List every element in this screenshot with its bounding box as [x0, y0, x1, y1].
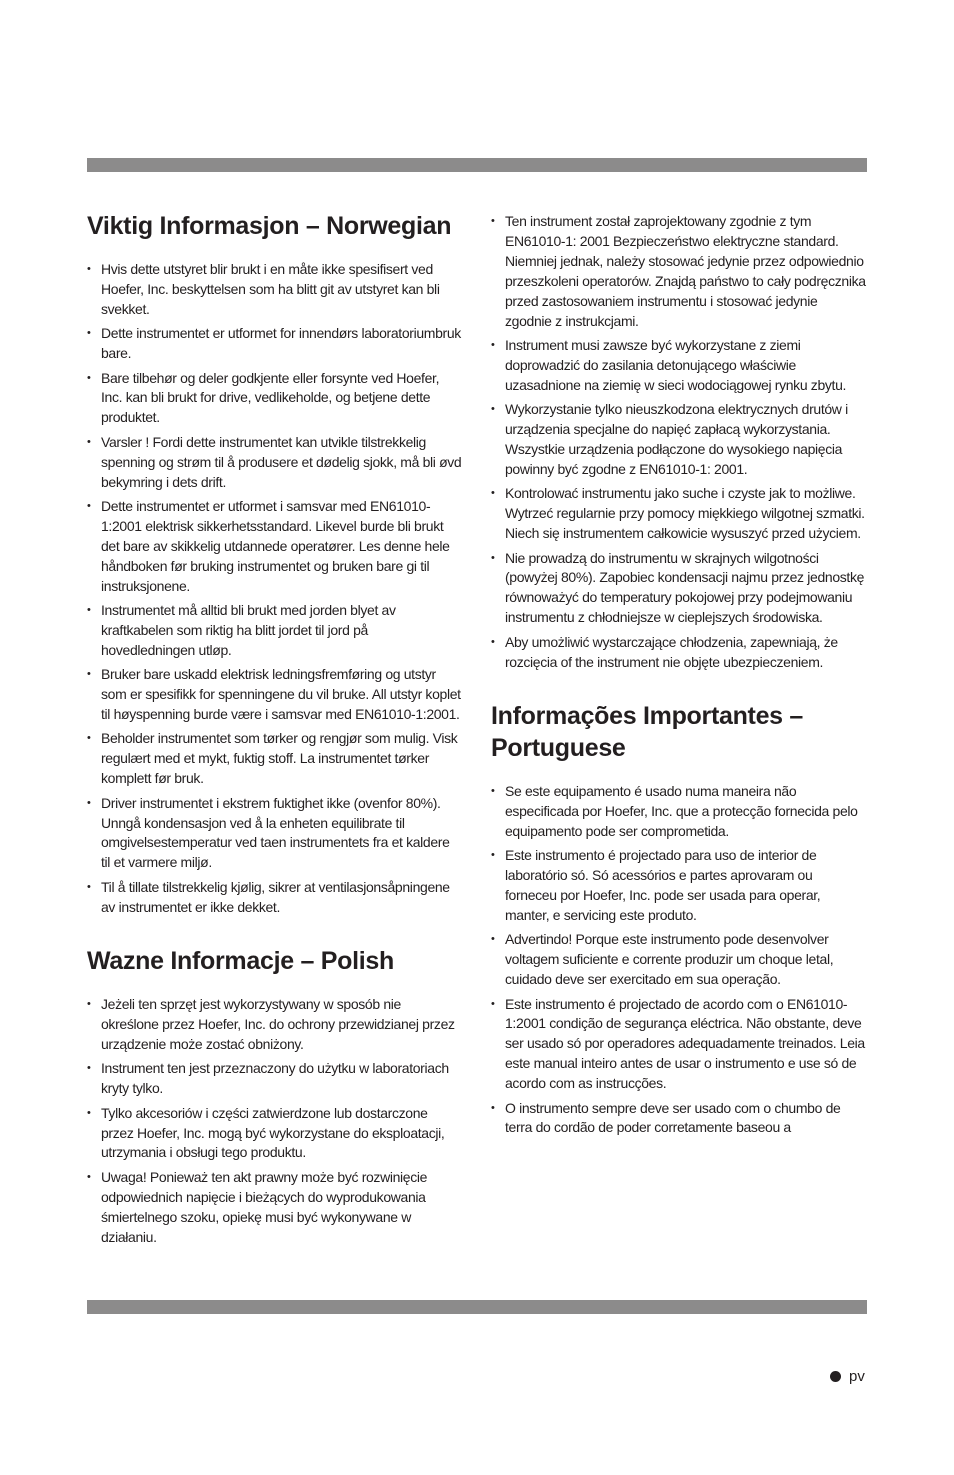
list-item: • Instrument ten jest przeznaczony do użytku w laboratoriach kryty tylko.: [87, 1059, 462, 1099]
list-item: • Bare tilbehør og deler godkjente eller forsynte ved Hoefer, Inc. kan bli brukt for drive, vedlikeholde, og betjene dette produktet.: [87, 369, 462, 429]
list-item: • Jeżeli ten sprzęt jest wykorzystywany w sposób nie określone przez Hoefer, Inc. do ochrony przewidzianej przez urządzenie może zostać obniżony.: [87, 995, 462, 1055]
list-item: • Bruker bare uskadd elektrisk ledningsfremføring og utstyr som er spesifikk for spenningene du vil bruke. All utstyr koplet til høyspenning burde være i samsvar med EN61010-1:2001.: [87, 665, 462, 725]
list-item: • Dette instrumentet er utformet for innendørs laboratoriumbruk bare.: [87, 324, 462, 364]
list-item: • Tylko akcesoriów i części zatwierdzone lub dostarczone przez Hoefer, Inc. mogą być wykorzystane do eksploatacji, utrzymania i obsługi tego produktu.: [87, 1104, 462, 1164]
polish-list-continued: [491, 212, 867, 672]
polish-heading: Wazne Informacje – Polish: [87, 947, 394, 976]
page-marker: pv: [849, 1368, 865, 1385]
left-column: [87, 210, 462, 1252]
portuguese-list: [491, 782, 867, 1138]
list-item: • Wykorzystanie tylko nieuszkodzona elektrycznych drutów i urządzenia specjalne do napięć zapłacą wykorzystania. Wszystkie urządzenia podłączone do wysokiego napięcia powinny być zgodne z EN61010-1: 2001.: [491, 400, 867, 480]
list-item: • Instrumentet må alltid bli brukt med jorden blyet av kraftkabelen som riktig ha blitt jordet til jord på hovedledningen utløp.: [87, 601, 462, 661]
portuguese-heading: Informações Importantes – Portuguese: [491, 701, 804, 762]
list-item: • Driver instrumentet i ekstrem fuktighet ikke (ovenfor 80%). Unngå kondensasjon ved å la enheten equilibrate til omgivelsestemperatur ved taen instrumentets fra et kaldere til et varmere miljø.: [87, 794, 462, 874]
polish-list: [87, 995, 462, 1247]
list-item: • Varsler ! Fordi dette instrumentet kan utvikle tilstrekkelig spenning og strøm til å produsere et dødelig sjokk, må bli øvd bekymring i dets drift.: [87, 433, 462, 493]
list-item: • Beholder instrumentet som tørker og rengjør som mulig. Visk regulært med et mykt, fuktig stoff. La instrumentet tørker komplett før bruk.: [87, 729, 462, 789]
list-item: • Advertindo! Porque este instrumento pode desenvolver voltagem suficiente e corrente produzir um choque letal, cuidado deve ser exercitado em sua operação.: [491, 930, 867, 990]
list-item: • Se este equipamento é usado numa maneira não especificada por Hoefer, Inc. que a protecção fornecida pelo equipamento pode ser comprometida.: [491, 782, 867, 842]
list-item: • Til å tillate tilstrekkelig kjølig, sikrer at ventilasjonsåpningene av instrumentet er ikke dekket.: [87, 878, 462, 918]
list-item: • O instrumento sempre deve ser usado com o chumbo de terra do cordão de poder corretamente baseou a: [491, 1099, 867, 1139]
list-item: • Kontrolować instrumentu jako suche i czyste jak to możliwe. Wytrzeć regularnie przy pomocy miękkiego wilgotnej szmatki. Niech się instrumentem całkowicie wysuszyć przed użyciem.: [491, 484, 867, 544]
bottom-rule: [87, 1300, 867, 1314]
bullet-dot-icon: [830, 1371, 841, 1382]
list-item: • Uwaga! Ponieważ ten akt prawny może być rozwinięcie odpowiednich napięcie i bieżących do wyprodukowania śmiertelnego szoku, opiekę musi być wykonywane w działaniu.: [87, 1168, 462, 1248]
right-column: [491, 212, 867, 1143]
list-item: • Ten instrument został zaprojektowany zgodnie z tym EN61010-1: 2001 Bezpieczeństwo elektryczne standard. Niemniej jednak, należy stosować jedynie przez odpowiednio przeszkoleni operatorów. Znajdą państwo to cały podręcznika przed zastosowaniem instrumentu i stosować jedynie zgodnie z instrukcjami.: [491, 212, 867, 331]
page-footer: [830, 1368, 865, 1385]
list-item: • Este instrumento é projectado de acordo com o EN61010-1:2001 condição de segurança eléctrica. Não obstante, deve ser usado só por operadores adequadamente treinados. Leia este manual inteiro antes de usar o instrumento e use só de acordo com as instrucções.: [491, 995, 867, 1095]
norwegian-list: [87, 260, 462, 918]
list-item: • Dette instrumentet er utformet i samsvar med EN61010-1:2001 elektrisk sikkerhetsstandard. Likevel burde bli brukt det bare av skikkelig utdannede operatører. Les denne hele håndboken før bruking instrumentet og bruken bare gi til instruksjonene.: [87, 497, 462, 597]
list-item: • Hvis dette utstyret blir brukt i en måte ikke spesifisert ved Hoefer, Inc. beskyttelsen som ha blitt git av utstyret kan bli svekket.: [87, 260, 462, 320]
norwegian-heading: Viktig Informasjon – Norwegian: [87, 212, 452, 240]
top-rule: [87, 158, 867, 172]
list-item: • Instrument musi zawsze być wykorzystane z ziemi doprowadzić do zasilania detonującego właściwie uzasadnione na ziemię w sieci wodociągowej rynku zbytu.: [491, 336, 867, 396]
list-item: • Nie prowadzą do instrumentu w skrajnych wilgotności (powyżej 80%). Zapobiec kondensacji najmu przez jednostkę równoważyć do temperatury pokojowej przy podejmowaniu instrumentu z chłodniejsze w cieplejszych środowiska.: [491, 549, 867, 629]
list-item: • Aby umożliwić wystarczające chłodzenia, zapewniają, że rozcięcia of the instrument nie objęte ubezpieczeniem.: [491, 633, 867, 673]
list-item: • Este instrumento é projectado para uso de interior de laboratório só. Só acessórios e partes aprovaram ou forneceu por Hoefer, Inc. pode ser usada para operar, manter, e servicing este produto.: [491, 846, 867, 926]
